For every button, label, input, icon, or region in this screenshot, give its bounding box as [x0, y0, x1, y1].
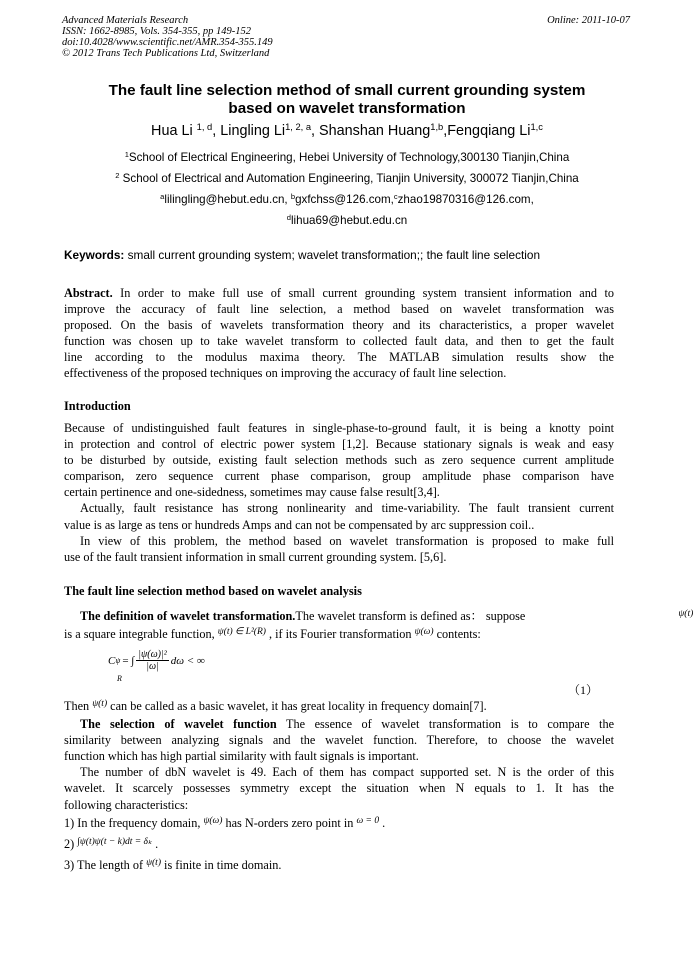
abstract-label: Abstract. — [64, 286, 113, 300]
email-sup: b — [290, 192, 296, 202]
formula-numerator: |ψ(ω)|² — [138, 649, 167, 660]
equation-number: （1） — [568, 683, 599, 697]
body-line: comparison, zero sequence current phase comparison, group amplitude phase comparison have — [64, 469, 614, 484]
list-text: 1) In the frequency domain, — [64, 816, 204, 830]
subsection-label: The definition of wavelet transformation. — [80, 609, 296, 623]
doi: doi:10.4028/www.scientific.net/AMR.354-355.149 — [62, 37, 273, 48]
abstract-text: In order to make full use of small current grounding system transient information and to — [112, 286, 614, 300]
list-item — [64, 836, 614, 854]
copyright: © 2012 Trans Tech Publications Ltd, Switzerland — [62, 48, 270, 59]
list-item — [64, 857, 614, 875]
body-line: In view of this problem, the method based on wavelet transformation is proposed to make full — [80, 533, 614, 548]
affiliation-1 — [62, 151, 632, 164]
body-text: contents: — [433, 627, 481, 642]
email-line-2 — [62, 214, 632, 227]
abstract-line: line according to the modulus maxima theory. The MATLAB simulation results show the — [64, 350, 614, 365]
email-sup: a — [160, 192, 165, 202]
math-psi-t: ψ(t) — [146, 858, 161, 869]
list-text: . — [152, 837, 159, 852]
subsection-label: The selection of wavelet function — [80, 717, 277, 732]
math-psi-omega: ψ(ω) — [203, 816, 223, 826]
author-sup: 1,c — [530, 122, 543, 133]
formula-integral-subscript: R — [117, 674, 122, 683]
body-text: The essence of wavelet transformation is to compare the — [276, 717, 615, 732]
keywords — [64, 248, 540, 262]
math-psi-t: ψ(t) — [92, 699, 108, 709]
keywords-text: small current grounding system; wavelet transformation;; the fault line selection — [124, 248, 541, 262]
list-text: is finite in time domain. — [160, 858, 282, 873]
online-date: Online: 2011-10-07 — [547, 15, 630, 26]
affiliation-text: School of Electrical Engineering, Hebei University of Technology,300130 Tianjin,China — [128, 151, 570, 164]
body-line: wavelet. It scarcely possesses symmetry except the situation when N equals to 1. It has the — [64, 781, 614, 796]
formula-integral: = ∫ — [122, 654, 135, 667]
body-line: The number of dbN wavelet is 49. Each of them has compact supported set. N is the order of this — [80, 765, 614, 780]
email: lihua69@hebut.edu.cn — [290, 214, 408, 227]
equation-1 — [108, 649, 205, 672]
email-line-1 — [62, 193, 632, 206]
paper-title — [62, 82, 632, 118]
introduction-body — [64, 420, 614, 565]
email: gxfchss@126.com, — [295, 193, 394, 206]
body-text: The wavelet transform is defined as： suppose — [295, 609, 529, 623]
body-line: in protection and control of electric power system [1,2]. Because stationary signals is weak and easy — [64, 437, 614, 452]
body-text: can be called as a basic wavelet, it has great locality in frequency domain[7]. — [107, 699, 487, 713]
body-line — [64, 626, 614, 644]
body-line: to be disturbed by outside, existing fault selection methods such as zero sequence current amplitude — [64, 453, 614, 468]
formula-lhs-sub: ψ — [115, 656, 121, 665]
abstract — [64, 285, 614, 382]
affiliation-sup: 2 — [115, 171, 120, 181]
body-line: following characteristics: — [64, 797, 189, 812]
abstract-line: effectiveness of the proposed techniques on improving the accuracy of fault line selection. — [64, 366, 507, 381]
math-psi-in-l2: ψ(t) ∈ L²(R) — [217, 627, 266, 638]
math-omega-zero: ω = 0 — [356, 816, 380, 826]
list-item — [64, 815, 614, 833]
math-psi-t: ψ(t) — [678, 609, 693, 619]
math-psi-omega: ψ(ω) — [414, 627, 434, 638]
journal-header — [62, 15, 273, 59]
author-name: ,Fengqiang Li — [443, 123, 531, 139]
body-line: Because of undistinguished fault features in single-phase-to-ground fault, it is being a knotty point — [64, 421, 614, 435]
abstract-line: improve the accuracy of fault line selection, a method based on wavelet transformation was — [64, 302, 614, 317]
abstract-line: function was chosen up to take wavelet transform to collected fault data, and then to get the fault — [64, 334, 614, 349]
body-line: certain pertinence and one-sidedness, sometimes may cause false result[3,4]. — [64, 485, 440, 500]
email-sup: c — [393, 192, 398, 202]
body-line: Actually, fault resistance has strong nonlinearity and time-variability. The fault transient current — [80, 501, 614, 516]
formula-lhs: C — [108, 654, 116, 667]
author-sup: 1, 2, a — [285, 122, 312, 133]
list-text: 3) The length of — [64, 858, 147, 873]
abstract-line: proposed. On the basis of wavelets transformation theory and its characteristics, a proper wavelet — [64, 318, 614, 333]
issn: ISSN: 1662-8985, Vols. 354-355, pp 149-152 — [62, 26, 251, 37]
email: lilingling@hebut.edu.cn, — [164, 193, 291, 206]
formula-fraction — [136, 649, 168, 672]
author-list — [62, 123, 632, 139]
affiliation-sup: 1 — [124, 150, 129, 160]
section-heading-introduction: Introduction — [64, 399, 131, 413]
formula-denominator: |ω| — [146, 661, 159, 672]
characteristics-list — [64, 815, 614, 875]
title-line-2: based on wavelet transformation — [228, 100, 466, 117]
body-text: , if its Fourier transformation — [265, 627, 415, 642]
title-line-1: The fault line selection method of small current grounding system — [108, 82, 586, 99]
journal-name: Advanced Materials Research — [62, 15, 189, 26]
body-line — [64, 716, 614, 732]
author-name: , Lingling Li — [212, 123, 286, 139]
list-text: . — [379, 816, 386, 830]
math-orthogonality: ∫ψ(t)ψ(t − k)dt = δₖ — [77, 837, 153, 848]
body-text: Then — [64, 699, 93, 713]
author-sup: 1, d — [196, 122, 213, 133]
body-text: is a square integrable function, — [64, 627, 218, 642]
body-line: function which has high partial similarity with fault signals is important. — [64, 749, 419, 764]
email-sup: d — [286, 213, 291, 223]
author-name: , Shanshan Huang — [311, 123, 431, 139]
formula-rhs: dω < ∞ — [170, 654, 205, 667]
section-heading-wavelet-analysis: The fault line selection method based on wavelet analysis — [64, 584, 362, 598]
body-line: similarity between analyzing signals and the wavelet function. Therefore, to choose the wavelet — [64, 733, 614, 748]
affiliation-2 — [62, 172, 632, 185]
then-paragraph — [64, 698, 614, 813]
email: zhao19870316@126.com, — [397, 193, 534, 206]
abstract-line — [64, 285, 614, 301]
affiliation-text: School of Electrical and Automation Engineering, Tianjin University, 300072 Tianjin,China — [119, 172, 579, 185]
keywords-label: Keywords: — [64, 248, 125, 262]
list-text: 2) — [64, 837, 78, 852]
author-sup: 1,b — [430, 122, 444, 133]
body-line — [64, 698, 614, 716]
author-name: Hua Li — [151, 123, 197, 139]
body-line: value is as large as tens or hundreds Amps and can not be compensated by arc suppression coil.. — [64, 517, 535, 532]
body-line: use of the fault transient information in small current grounding system. [5,6]. — [64, 549, 447, 564]
list-text: has N-orders zero point in — [222, 816, 357, 830]
